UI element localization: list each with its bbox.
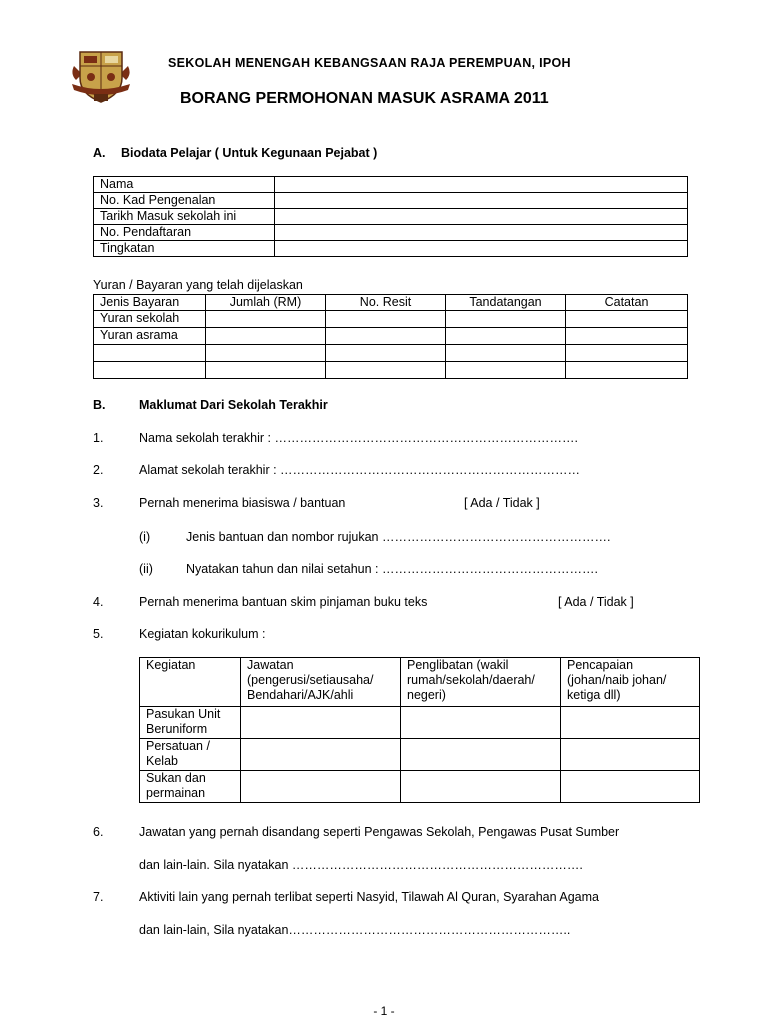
section-a-number: A.: [93, 146, 106, 160]
other-activities-label: Aktiviti lain yang pernah terlibat seperti Nasyid, Tilawah Al Quran, Syarahan Agama: [139, 890, 599, 904]
table-row: [94, 328, 688, 345]
fees-cell[interactable]: [566, 328, 688, 345]
biodata-value-cell[interactable]: [275, 209, 688, 225]
biodata-label: No. Kad Pengenalan: [94, 193, 275, 209]
cocu-cell[interactable]: [561, 771, 700, 803]
fees-cell[interactable]: [206, 345, 326, 362]
biodata-label: Tingkatan: [94, 241, 275, 257]
cocu-cell[interactable]: [561, 739, 700, 771]
cocurricular-label: Kegiatan kokurikulum :: [139, 627, 266, 641]
fees-cell[interactable]: [446, 328, 566, 345]
prefect-positions-label: Jawatan yang pernah disandang seperti Pengawas Sekolah, Pengawas Pusat Sumber: [139, 825, 620, 839]
cocurricular-table: [139, 657, 700, 803]
table-row: [140, 771, 700, 803]
fees-cell[interactable]: [326, 311, 446, 328]
fees-table: [93, 294, 688, 379]
cocu-category: Persatuan / Kelab: [140, 739, 241, 771]
cocu-cell[interactable]: [401, 739, 561, 771]
fees-cell[interactable]: [206, 328, 326, 345]
school-crest-logo: [68, 44, 134, 106]
item-number: 5.: [93, 627, 104, 641]
fees-cell[interactable]: [326, 328, 446, 345]
section-b-number: B.: [93, 398, 106, 412]
table-row: [94, 225, 688, 241]
fees-header: Catatan: [566, 295, 688, 311]
fees-cell[interactable]: [206, 311, 326, 328]
last-school-name-field[interactable]: Nama sekolah terakhir : ……………………………………………………………….: [139, 431, 578, 445]
fees-cell[interactable]: [446, 345, 566, 362]
table-row: [94, 345, 688, 362]
item-number: 1.: [93, 431, 104, 445]
fees-cell[interactable]: [326, 345, 446, 362]
table-row: [94, 241, 688, 257]
cocu-header: Penglibatan (wakil rumah/sekolah/daerah/ negeri): [401, 658, 561, 707]
cocu-category: Sukan dan permainan: [140, 771, 241, 803]
section-b-title: Maklumat Dari Sekolah Terakhir: [139, 398, 328, 412]
table-row: [94, 362, 688, 379]
sub-item-number: (i): [139, 530, 151, 544]
scholarship-choice[interactable]: [ Ada / Tidak ]: [464, 496, 540, 510]
prefect-positions-field[interactable]: dan lain-lain. Sila nyatakan …………………………………………………………….: [139, 858, 583, 872]
scholarship-question: Pernah menerima biasiswa / bantuan: [139, 496, 346, 510]
fees-cell[interactable]: [566, 345, 688, 362]
item-number: 4.: [93, 595, 104, 609]
fees-header: No. Resit: [326, 295, 446, 311]
aid-value-field[interactable]: Nyatakan tahun dan nilai setahun : …………………………………………….: [186, 562, 598, 576]
cocu-header: Kegiatan: [140, 658, 241, 707]
biodata-table: [93, 176, 688, 257]
table-row: [94, 177, 688, 193]
biodata-label: Tarikh Masuk sekolah ini: [94, 209, 275, 225]
cocu-cell[interactable]: [561, 707, 700, 739]
school-name: SEKOLAH MENENGAH KEBANGSAAN RAJA PEREMPUAN, IPOH: [168, 56, 571, 70]
fees-type: Yuran sekolah: [94, 311, 206, 328]
other-activities-field[interactable]: dan lain-lain, Sila nyatakan…………………………………………………………..: [139, 923, 571, 937]
fees-header: Tandatangan: [446, 295, 566, 311]
biodata-value-cell[interactable]: [275, 177, 688, 193]
last-school-address-field[interactable]: Alamat sekolah terakhir : ………………………………………………………………: [139, 463, 581, 477]
item-number: 3.: [93, 496, 104, 510]
aid-type-field[interactable]: Jenis bantuan dan nombor rujukan ……………………………………………….: [186, 530, 611, 544]
fees-cell[interactable]: [446, 362, 566, 379]
biodata-label: Nama: [94, 177, 275, 193]
table-row: [94, 311, 688, 328]
fees-header: Jumlah (RM): [206, 295, 326, 311]
table-row: [140, 739, 700, 771]
fees-cell[interactable]: [566, 362, 688, 379]
table-header-row: [140, 658, 700, 707]
cocu-cell[interactable]: [241, 771, 401, 803]
item-number: 2.: [93, 463, 104, 477]
item-number: 6.: [93, 825, 104, 839]
table-row: [94, 193, 688, 209]
table-row: [94, 209, 688, 225]
sub-item-number: (ii): [139, 562, 153, 576]
table-row: [140, 707, 700, 739]
fees-type[interactable]: [94, 362, 206, 379]
table-header-row: [94, 295, 688, 311]
fees-type: Yuran asrama: [94, 328, 206, 345]
item-number: 7.: [93, 890, 104, 904]
biodata-label: No. Pendaftaran: [94, 225, 275, 241]
cocu-cell[interactable]: [401, 771, 561, 803]
cocu-cell[interactable]: [241, 707, 401, 739]
biodata-value-cell[interactable]: [275, 241, 688, 257]
biodata-value-cell[interactable]: [275, 225, 688, 241]
biodata-value-cell[interactable]: [275, 193, 688, 209]
fees-cell[interactable]: [326, 362, 446, 379]
form-title: BORANG PERMOHONAN MASUK ASRAMA 2011: [180, 90, 549, 107]
section-a-title: Biodata Pelajar ( Untuk Kegunaan Pejabat ): [121, 146, 378, 160]
fees-caption: Yuran / Bayaran yang telah dijelaskan: [93, 278, 303, 292]
fees-cell[interactable]: [566, 311, 688, 328]
textbook-loan-question: Pernah menerima bantuan skim pinjaman buku teks: [139, 595, 428, 609]
fees-cell[interactable]: [446, 311, 566, 328]
cocu-cell[interactable]: [241, 739, 401, 771]
cocu-category: Pasukan Unit Beruniform: [140, 707, 241, 739]
cocu-header: Pencapaian (johan/naib johan/ ketiga dll): [561, 658, 700, 707]
cocu-cell[interactable]: [401, 707, 561, 739]
cocu-header: Jawatan (pengerusi/setiausaha/ Bendahari/AJK/ahli: [241, 658, 401, 707]
fees-type[interactable]: [94, 345, 206, 362]
fees-header: Jenis Bayaran: [94, 295, 206, 311]
textbook-loan-choice[interactable]: [ Ada / Tidak ]: [558, 595, 634, 609]
page-number: - 1 -: [373, 1004, 395, 1018]
fees-cell[interactable]: [206, 362, 326, 379]
